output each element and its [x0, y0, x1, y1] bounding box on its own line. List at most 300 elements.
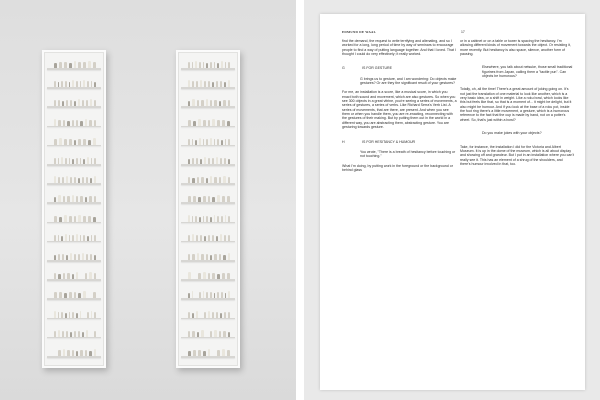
- porcelain-vessel: [88, 61, 91, 68]
- porcelain-vessel: [86, 330, 88, 337]
- porcelain-vessel: [203, 139, 205, 145]
- porcelain-vessel: [58, 120, 60, 126]
- running-head: EDMUND DE WAAL: [342, 30, 377, 34]
- porcelain-vessel: [214, 254, 216, 260]
- porcelain-vessel: [94, 312, 96, 318]
- porcelain-vessel: [69, 158, 71, 164]
- porcelain-vessel: [208, 196, 211, 202]
- porcelain-vessel: [214, 177, 216, 183]
- artwork-photo: [0, 0, 296, 400]
- porcelain-vessel: [195, 292, 197, 298]
- porcelain-vessel: [188, 196, 191, 202]
- book-page-photo: [304, 0, 600, 400]
- interview-question: You wrote, "There is a breath of hesitancy before touching or not touching.": [360, 149, 456, 159]
- porcelain-vessel: [193, 273, 196, 279]
- porcelain-vessel: [54, 158, 56, 164]
- porcelain-vessel: [210, 292, 212, 298]
- porcelain-vessel: [76, 313, 78, 318]
- shelf: [181, 260, 235, 262]
- porcelain-vessel: [54, 311, 56, 318]
- porcelain-vessel: [208, 273, 211, 279]
- porcelain-vessel: [54, 235, 56, 241]
- porcelain-vessel: [216, 81, 218, 87]
- porcelain-vessel: [217, 216, 219, 222]
- porcelain-vessel: [94, 158, 96, 164]
- porcelain-vessel: [54, 197, 56, 202]
- porcelain-vessel: [58, 254, 60, 260]
- porcelain-vessel: [217, 292, 219, 298]
- porcelain-vessel: [76, 196, 78, 202]
- porcelain-vessel: [58, 100, 60, 106]
- porcelain-vessel: [74, 254, 76, 260]
- porcelain-vessel: [59, 62, 62, 68]
- porcelain-vessel: [78, 215, 81, 222]
- porcelain-vessel: [83, 80, 85, 87]
- porcelain-vessel: [210, 331, 212, 337]
- porcelain-vessel: [85, 350, 87, 356]
- pot-row: [54, 330, 96, 337]
- shelf: [181, 126, 235, 128]
- porcelain-vessel: [197, 332, 199, 337]
- porcelain-vessel: [225, 62, 227, 68]
- porcelain-vessel: [80, 121, 82, 126]
- section-heading-g: [342, 66, 457, 70]
- shelf: [47, 183, 101, 185]
- porcelain-vessel: [87, 81, 89, 87]
- porcelain-vessel: [94, 349, 96, 356]
- porcelain-vessel: [62, 101, 64, 106]
- porcelain-vessel: [82, 253, 84, 260]
- porcelain-vessel: [188, 331, 190, 337]
- porcelain-vessel: [83, 159, 85, 164]
- shelf: [181, 337, 235, 339]
- porcelain-vessel: [212, 350, 215, 356]
- page-number: 17: [461, 30, 465, 34]
- porcelain-vessel: [89, 272, 91, 279]
- porcelain-vessel: [88, 292, 91, 298]
- porcelain-vessel: [203, 216, 205, 222]
- porcelain-vessel: [76, 234, 78, 241]
- porcelain-vessel: [197, 177, 199, 183]
- porcelain-vessel: [204, 236, 206, 241]
- porcelain-vessel: [225, 215, 227, 222]
- porcelain-vessel: [94, 82, 96, 87]
- porcelain-vessel: [62, 177, 64, 183]
- shelf: [181, 145, 235, 147]
- porcelain-vessel: [69, 216, 72, 222]
- porcelain-vessel: [54, 331, 56, 337]
- pot-row: [188, 99, 230, 106]
- pot-row: [188, 253, 230, 260]
- porcelain-vessel: [65, 234, 67, 241]
- porcelain-vessel: [85, 197, 87, 202]
- porcelain-vessel: [217, 274, 220, 279]
- pot-row: [54, 99, 96, 106]
- porcelain-vessel: [58, 158, 60, 164]
- porcelain-vessel: [225, 293, 227, 298]
- porcelain-vessel: [80, 350, 82, 356]
- porcelain-vessel: [220, 313, 222, 318]
- porcelain-vessel: [72, 312, 74, 318]
- porcelain-vessel: [80, 311, 82, 318]
- porcelain-vessel: [224, 82, 226, 87]
- porcelain-vessel: [54, 139, 57, 145]
- porcelain-vessel: [210, 138, 212, 145]
- porcelain-vessel: [219, 177, 221, 183]
- porcelain-vessel: [76, 351, 78, 356]
- porcelain-vessel: [90, 254, 92, 260]
- porcelain-vessel: [89, 120, 91, 126]
- porcelain-vessel: [66, 331, 68, 337]
- paragraph: Totally, oh, all the time! There's a great amount of joking going on. It's not just the translation of one material to look like another, which is a very basic idea, or a shift in weight. Like a roku bowl, which looks like this but feels like that, so that is a moment of... it might be delight, but it also might be humour. And if you look at the base of a roku pot, inside the foot ring there's a little movement, a gesture, which is a humorous reference to the fact that the cup is made by hand, not on a potter's wheel. So, that's just within a bowl?: [460, 87, 572, 122]
- porcelain-vessel: [69, 235, 71, 241]
- pot-row: [54, 272, 96, 279]
- shelf: [181, 202, 235, 204]
- porcelain-vessel: [223, 255, 225, 260]
- porcelain-vessel: [69, 292, 72, 298]
- porcelain-vessel: [192, 62, 194, 68]
- porcelain-vessel: [188, 272, 191, 279]
- porcelain-vessel: [80, 235, 82, 241]
- porcelain-vessel: [223, 331, 225, 337]
- porcelain-vessel: [192, 216, 194, 222]
- porcelain-vessel: [90, 331, 92, 337]
- porcelain-vessel: [228, 312, 230, 318]
- porcelain-vessel: [86, 177, 88, 183]
- porcelain-vessel: [66, 255, 68, 260]
- porcelain-vessel: [85, 119, 87, 126]
- porcelain-vessel: [54, 100, 56, 106]
- porcelain-vessel: [64, 293, 67, 298]
- shelf: [47, 241, 101, 243]
- porcelain-vessel: [78, 331, 80, 337]
- porcelain-vessel: [222, 196, 225, 202]
- shelf: [47, 298, 101, 300]
- porcelain-vessel: [208, 158, 210, 164]
- shelf: [47, 260, 101, 262]
- porcelain-vessel: [199, 138, 201, 145]
- porcelain-vessel: [206, 292, 208, 298]
- porcelain-vessel: [214, 100, 216, 106]
- porcelain-vessel: [74, 101, 76, 106]
- porcelain-vessel: [59, 292, 62, 298]
- porcelain-vessel: [63, 273, 65, 279]
- shelf: [47, 202, 101, 204]
- pot-row: [54, 176, 96, 183]
- porcelain-vessel: [192, 158, 194, 164]
- porcelain-vessel: [197, 100, 199, 106]
- porcelain-vessel: [224, 235, 226, 241]
- porcelain-vessel: [188, 159, 190, 164]
- porcelain-vessel: [65, 313, 67, 318]
- porcelain-vessel: [69, 139, 72, 145]
- porcelain-vessel: [203, 351, 206, 356]
- porcelain-vessel: [223, 176, 225, 183]
- pot-row: [54, 234, 96, 241]
- pot-row: [188, 215, 230, 222]
- porcelain-vessel: [195, 61, 197, 68]
- porcelain-vessel: [217, 120, 220, 126]
- porcelain-vessel: [221, 61, 223, 68]
- porcelain-vessel: [80, 81, 82, 87]
- porcelain-vessel: [82, 100, 84, 106]
- porcelain-vessel: [228, 291, 230, 298]
- section-title: IS FOR GESTURE: [362, 66, 392, 71]
- porcelain-vessel: [228, 80, 230, 87]
- pot-row: [54, 80, 96, 87]
- porcelain-vessel: [65, 81, 67, 87]
- porcelain-vessel: [193, 350, 196, 356]
- porcelain-vessel: [200, 312, 202, 318]
- pot-row: [54, 349, 96, 356]
- section-letter: G: [342, 66, 345, 71]
- porcelain-vessel: [192, 139, 194, 145]
- porcelain-vessel: [54, 119, 56, 126]
- porcelain-vessel: [70, 100, 72, 106]
- porcelain-vessel: [63, 196, 65, 202]
- porcelain-vessel: [198, 273, 201, 279]
- porcelain-vessel: [224, 158, 226, 164]
- porcelain-vessel: [217, 139, 219, 145]
- paragraph: For me, an installation is a score, like a musical score, in which you enact both sound and movement, which are also gestures. So when you see 300 objects in a great vitrine, you're seeing a series of movements, a series of gestures, a series of verbs. Like Richard Serra's Verb List. A series of movements, that are there, are present. And when you see them or when you handle them, you are re-enacting, reconnecting with the gestures of their making. But by putting them out in the world in a different way, you are abstracting them, abstracting gesture. You are gesturing towards gesture.: [342, 90, 457, 130]
- porcelain-vessel: [76, 158, 78, 164]
- porcelain-vessel: [204, 81, 206, 87]
- shelf: [47, 337, 101, 339]
- porcelain-vessel: [54, 63, 57, 68]
- porcelain-vessel: [217, 63, 219, 68]
- porcelain-vessel: [188, 101, 190, 106]
- book-page: [320, 14, 585, 390]
- porcelain-vessel: [228, 253, 230, 260]
- porcelain-vessel: [214, 330, 216, 337]
- porcelain-vessel: [58, 177, 60, 183]
- porcelain-vessel: [192, 313, 194, 318]
- porcelain-vessel: [219, 254, 221, 260]
- pot-row: [54, 157, 96, 164]
- porcelain-vessel: [69, 63, 72, 68]
- porcelain-vessel: [80, 196, 82, 202]
- porcelain-vessel: [78, 62, 81, 68]
- porcelain-vessel: [74, 61, 77, 68]
- shelf: [47, 126, 101, 128]
- porcelain-vessel: [86, 254, 88, 260]
- interview-question: Elsewhere, you talk about netsuke, those small traditional figurines from Japan, calling them a "tactile pun". Can objects be humorous?: [482, 65, 573, 79]
- porcelain-vessel: [82, 177, 84, 183]
- porcelain-vessel: [221, 140, 223, 145]
- porcelain-vessel: [54, 273, 56, 279]
- porcelain-vessel: [196, 158, 198, 164]
- porcelain-vessel: [206, 216, 208, 222]
- pot-row: [54, 253, 96, 260]
- pot-row: [54, 215, 96, 222]
- porcelain-vessel: [59, 138, 62, 145]
- porcelain-vessel: [210, 255, 212, 260]
- porcelain-vessel: [198, 197, 201, 202]
- porcelain-vessel: [94, 235, 96, 241]
- porcelain-vessel: [203, 196, 206, 202]
- porcelain-vessel: [198, 350, 201, 356]
- porcelain-vessel: [227, 196, 230, 202]
- porcelain-vessel: [214, 215, 216, 222]
- pot-row: [54, 195, 96, 202]
- porcelain-vessel: [193, 196, 196, 202]
- porcelain-vessel: [228, 139, 230, 145]
- porcelain-vessel: [228, 177, 230, 183]
- porcelain-vessel: [61, 157, 63, 164]
- porcelain-vessel: [196, 235, 198, 241]
- porcelain-vessel: [192, 254, 194, 260]
- shelf: [181, 222, 235, 224]
- porcelain-vessel: [93, 138, 96, 145]
- section-heading-h: [342, 140, 457, 144]
- porcelain-vessel: [94, 273, 96, 279]
- shelf: [181, 356, 235, 358]
- porcelain-vessel: [221, 216, 223, 222]
- porcelain-vessel: [222, 120, 225, 126]
- porcelain-vessel: [193, 121, 196, 126]
- porcelain-vessel: [67, 196, 69, 202]
- porcelain-vessel: [219, 101, 221, 106]
- porcelain-vessel: [214, 293, 216, 298]
- shelf: [181, 106, 235, 108]
- porcelain-vessel: [201, 177, 203, 183]
- porcelain-vessel: [220, 234, 222, 241]
- porcelain-vessel: [69, 312, 71, 318]
- section-title: IS FOR HESITANCY & HUMOUR: [362, 139, 416, 144]
- pot-row: [54, 138, 96, 145]
- porcelain-vessel: [54, 350, 56, 356]
- porcelain-vessel: [214, 139, 216, 145]
- porcelain-vessel: [91, 311, 93, 318]
- porcelain-vessel: [206, 139, 208, 145]
- porcelain-vessel: [228, 62, 230, 68]
- porcelain-vessel: [206, 254, 208, 260]
- porcelain-vessel: [220, 158, 222, 164]
- porcelain-vessel: [62, 254, 64, 260]
- shelf: [47, 164, 101, 166]
- porcelain-vessel: [208, 120, 211, 126]
- porcelain-vessel: [91, 235, 93, 241]
- porcelain-vessel: [188, 80, 190, 87]
- pot-row: [188, 272, 230, 279]
- porcelain-vessel: [72, 195, 74, 202]
- porcelain-vessel: [208, 81, 210, 87]
- porcelain-vessel: [58, 274, 60, 279]
- porcelain-vessel: [78, 254, 80, 260]
- porcelain-vessel: [58, 350, 60, 356]
- porcelain-vessel: [58, 82, 60, 87]
- porcelain-vessel: [212, 119, 215, 126]
- porcelain-vessel: [217, 350, 220, 356]
- pot-row: [188, 80, 230, 87]
- porcelain-vessel: [63, 120, 65, 126]
- porcelain-vessel: [54, 81, 56, 87]
- porcelain-vessel: [83, 139, 86, 145]
- porcelain-vessel: [69, 82, 71, 87]
- porcelain-vessel: [212, 82, 214, 87]
- porcelain-vessel: [83, 62, 86, 68]
- porcelain-vessel: [217, 195, 220, 202]
- right-text-column: [460, 39, 574, 171]
- porcelain-vessel: [61, 236, 63, 241]
- porcelain-vessel: [206, 63, 208, 68]
- paragraph: What I'm doing, by putting work in the foreground or the background or behind glass: [342, 163, 453, 172]
- porcelain-vessel: [64, 62, 67, 68]
- porcelain-vessel: [223, 100, 225, 106]
- shelf: [181, 298, 235, 300]
- porcelain-vessel: [78, 293, 81, 298]
- porcelain-vessel: [200, 235, 202, 241]
- pot-row: [188, 176, 230, 183]
- porcelain-vessel: [76, 120, 78, 126]
- porcelain-vessel: [87, 157, 89, 164]
- porcelain-vessel: [70, 253, 72, 260]
- porcelain-vessel: [212, 273, 215, 279]
- porcelain-vessel: [67, 121, 69, 126]
- porcelain-vessel: [74, 177, 76, 183]
- porcelain-vessel: [74, 292, 77, 298]
- porcelain-vessel: [206, 178, 208, 183]
- porcelain-vessel: [78, 139, 81, 145]
- interview-question: G brings us to gesture, and I am wondering: Do objects make gestures? Or are they the significant result of your gestures?: [360, 76, 457, 86]
- porcelain-vessel: [227, 121, 230, 126]
- porcelain-vessel: [196, 81, 198, 87]
- porcelain-vessel: [203, 272, 206, 279]
- porcelain-vessel: [76, 272, 78, 279]
- porcelain-vessel: [65, 158, 67, 164]
- porcelain-vessel: [93, 62, 96, 68]
- porcelain-vessel: [227, 273, 230, 279]
- shelf: [181, 68, 235, 70]
- porcelain-vessel: [78, 178, 80, 183]
- pot-row: [54, 119, 96, 126]
- porcelain-vessel: [216, 157, 218, 164]
- porcelain-vessel: [203, 120, 206, 126]
- porcelain-vessel: [228, 159, 230, 164]
- porcelain-vessel: [58, 330, 60, 337]
- porcelain-vessel: [195, 216, 197, 222]
- shelf: [47, 106, 101, 108]
- porcelain-vessel: [188, 120, 191, 126]
- porcelain-vessel: [188, 351, 191, 356]
- porcelain-vessel: [220, 81, 222, 87]
- pot-row: [54, 311, 96, 318]
- shelf: [47, 318, 101, 320]
- porcelain-vessel: [208, 235, 210, 241]
- porcelain-vessel: [188, 254, 190, 260]
- porcelain-vessel: [83, 216, 86, 222]
- porcelain-vessel: [83, 291, 86, 298]
- porcelain-vessel: [188, 215, 190, 222]
- pot-row: [54, 291, 96, 298]
- porcelain-vessel: [210, 62, 212, 68]
- porcelain-vessel: [64, 139, 67, 145]
- porcelain-vessel: [94, 176, 96, 183]
- porcelain-vessel: [188, 293, 190, 298]
- porcelain-vessel: [74, 140, 77, 145]
- porcelain-vessel: [88, 216, 91, 222]
- porcelain-vessel: [210, 100, 212, 106]
- porcelain-vessel: [188, 62, 190, 68]
- porcelain-vessel: [94, 255, 96, 260]
- pot-row: [188, 311, 230, 318]
- porcelain-vessel: [199, 217, 201, 222]
- porcelain-vessel: [197, 253, 199, 260]
- shelf: [47, 145, 101, 147]
- porcelain-vessel: [201, 100, 203, 106]
- porcelain-vessel: [224, 312, 226, 318]
- paragraph: or in a cabinet or on a table or tower is spacing the hesitancy. I'm allowing different kinds of movement towards the object. Or resisting it, more recently. But hesitancy is also space, silence, another form of pausing.: [460, 39, 571, 57]
